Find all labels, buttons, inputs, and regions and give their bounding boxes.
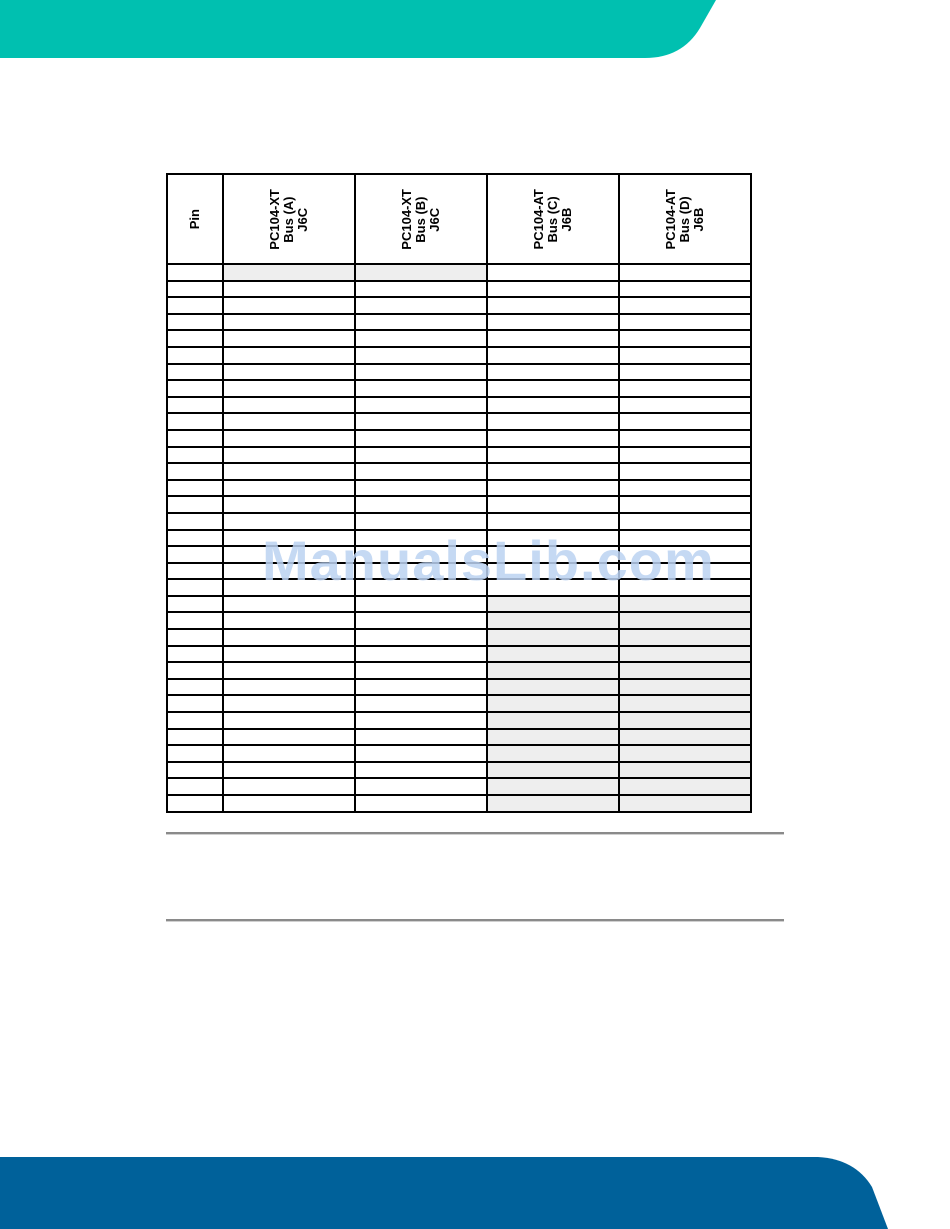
signal-cell — [619, 364, 751, 381]
pin-cell — [167, 496, 223, 513]
header-bus-d-line: PC104-AT — [663, 188, 678, 250]
header-bus-c — [487, 174, 619, 264]
signal-cell — [487, 563, 619, 580]
signal-cell — [487, 629, 619, 646]
signal-cell — [619, 546, 751, 563]
signal-cell — [487, 347, 619, 364]
signal-cell — [619, 762, 751, 779]
signal-cell — [619, 314, 751, 331]
table-row — [167, 380, 751, 397]
table-row — [167, 364, 751, 381]
pin-cell — [167, 729, 223, 746]
table-row — [167, 563, 751, 580]
signal-cell — [487, 596, 619, 613]
signal-cell — [355, 480, 487, 497]
signal-cell — [355, 364, 487, 381]
signal-cell — [487, 778, 619, 795]
signal-cell — [487, 546, 619, 563]
signal-cell — [619, 778, 751, 795]
signal-cell — [619, 413, 751, 430]
signal-cell — [355, 563, 487, 580]
pin-cell — [167, 646, 223, 663]
header-band — [0, 0, 950, 60]
table-row — [167, 629, 751, 646]
signal-cell — [487, 463, 619, 480]
pin-cell — [167, 745, 223, 762]
table-row — [167, 579, 751, 596]
signal-cell — [487, 745, 619, 762]
header-bus-d-line: J6B — [691, 207, 706, 231]
signal-cell — [619, 612, 751, 629]
table-row — [167, 330, 751, 347]
pin-cell — [167, 596, 223, 613]
signal-cell — [619, 729, 751, 746]
signal-cell — [223, 430, 355, 447]
signal-cell — [487, 579, 619, 596]
header-bus-d — [619, 174, 751, 264]
signal-cell — [223, 413, 355, 430]
signal-cell — [619, 596, 751, 613]
signal-cell — [619, 513, 751, 530]
signal-cell — [355, 729, 487, 746]
pin-cell — [167, 364, 223, 381]
signal-cell — [619, 264, 751, 281]
pin-cell — [167, 480, 223, 497]
pin-cell — [167, 347, 223, 364]
header-bus-b — [355, 174, 487, 264]
signal-cell — [619, 297, 751, 314]
pin-cell — [167, 695, 223, 712]
signal-cell — [223, 546, 355, 563]
signal-cell — [223, 778, 355, 795]
signal-cell — [487, 264, 619, 281]
header-bus-a-line: PC104-XT — [267, 188, 282, 250]
header-bus-c-line: J6B — [559, 207, 574, 231]
signal-cell — [355, 679, 487, 696]
signal-cell — [487, 397, 619, 414]
header-bus-a-line: J6C — [295, 207, 310, 231]
header-bus-b-line: PC104-XT — [399, 188, 414, 250]
watermark-text: ManualsLib.com — [262, 529, 715, 592]
signal-cell — [487, 679, 619, 696]
signal-cell — [355, 778, 487, 795]
signal-cell — [355, 530, 487, 547]
signal-cell — [619, 447, 751, 464]
signal-cell — [619, 563, 751, 580]
signal-cell — [355, 330, 487, 347]
signal-cell — [223, 646, 355, 663]
signal-cell — [223, 447, 355, 464]
table-row — [167, 745, 751, 762]
header-bus-a — [223, 174, 355, 264]
signal-cell — [619, 430, 751, 447]
signal-cell — [487, 662, 619, 679]
table-row — [167, 795, 751, 812]
signal-cell — [223, 364, 355, 381]
signal-cell — [487, 281, 619, 298]
table-row — [167, 662, 751, 679]
signal-cell — [619, 347, 751, 364]
pin-cell — [167, 530, 223, 547]
signal-cell — [223, 281, 355, 298]
signal-cell — [487, 646, 619, 663]
signal-cell — [487, 480, 619, 497]
signal-cell — [355, 629, 487, 646]
divider-lower — [166, 919, 784, 922]
pin-cell — [167, 447, 223, 464]
table-row — [167, 397, 751, 414]
signal-cell — [619, 463, 751, 480]
pin-cell — [167, 397, 223, 414]
pin-cell — [167, 513, 223, 530]
table-row — [167, 712, 751, 729]
signal-cell — [223, 314, 355, 331]
signal-cell — [223, 596, 355, 613]
table-row — [167, 695, 751, 712]
signal-cell — [487, 430, 619, 447]
signal-cell — [619, 281, 751, 298]
signal-cell — [223, 745, 355, 762]
signal-cell — [487, 413, 619, 430]
signal-cell — [355, 646, 487, 663]
signal-cell — [619, 530, 751, 547]
signal-cell — [223, 563, 355, 580]
signal-cell — [619, 579, 751, 596]
signal-cell — [487, 530, 619, 547]
divider-upper — [166, 832, 784, 835]
pin-cell — [167, 679, 223, 696]
signal-cell — [619, 679, 751, 696]
signal-cell — [487, 729, 619, 746]
signal-cell — [355, 463, 487, 480]
table-row — [167, 546, 751, 563]
signal-cell — [223, 463, 355, 480]
signal-cell — [223, 629, 355, 646]
signal-cell — [619, 496, 751, 513]
table-row — [167, 513, 751, 530]
pin-cell — [167, 380, 223, 397]
signal-cell — [223, 762, 355, 779]
signal-cell — [487, 297, 619, 314]
signal-cell — [355, 496, 487, 513]
table-row — [167, 612, 751, 629]
header-pin-line: Pin — [187, 208, 202, 230]
signal-cell — [619, 629, 751, 646]
signal-cell — [619, 712, 751, 729]
signal-cell — [619, 745, 751, 762]
signal-cell — [355, 596, 487, 613]
signal-cell — [619, 795, 751, 812]
signal-cell — [355, 745, 487, 762]
pin-cell — [167, 579, 223, 596]
signal-cell — [223, 264, 355, 281]
pin-cell — [167, 629, 223, 646]
table-row — [167, 413, 751, 430]
signal-cell — [223, 530, 355, 547]
signal-cell — [355, 695, 487, 712]
signal-cell — [487, 447, 619, 464]
pin-cell — [167, 762, 223, 779]
signal-cell — [223, 480, 355, 497]
signal-cell — [355, 513, 487, 530]
header-bus-a-line: Bus (A) — [281, 195, 296, 243]
pin-cell — [167, 778, 223, 795]
signal-cell — [487, 364, 619, 381]
pin-cell — [167, 662, 223, 679]
signal-cell — [223, 579, 355, 596]
signal-cell — [487, 513, 619, 530]
signal-cell — [487, 795, 619, 812]
pin-cell — [167, 795, 223, 812]
signal-cell — [223, 397, 355, 414]
signal-cell — [487, 380, 619, 397]
signal-cell — [223, 513, 355, 530]
header-bus-d-line: Bus (D) — [677, 195, 692, 243]
pin-cell — [167, 413, 223, 430]
table-row — [167, 679, 751, 696]
signal-cell — [619, 397, 751, 414]
table-row — [167, 297, 751, 314]
pin-cell — [167, 430, 223, 447]
pin-cell — [167, 314, 223, 331]
table-row — [167, 596, 751, 613]
signal-cell — [487, 712, 619, 729]
table-row — [167, 347, 751, 364]
header-pin — [167, 174, 223, 264]
signal-cell — [355, 347, 487, 364]
table-row — [167, 778, 751, 795]
table-row — [167, 530, 751, 547]
pin-cell — [167, 712, 223, 729]
signal-cell — [355, 612, 487, 629]
signal-cell — [355, 447, 487, 464]
signal-cell — [487, 695, 619, 712]
header-bus-c-line: PC104-AT — [531, 188, 546, 250]
signal-cell — [223, 729, 355, 746]
header-bus-b-line: Bus (B) — [413, 195, 428, 243]
signal-cell — [355, 762, 487, 779]
signal-cell — [223, 662, 355, 679]
signal-cell — [223, 380, 355, 397]
pin-cell — [167, 563, 223, 580]
signal-cell — [487, 612, 619, 629]
table-row — [167, 729, 751, 746]
signal-cell — [223, 679, 355, 696]
table-header-row — [167, 174, 751, 264]
pin-cell — [167, 463, 223, 480]
signal-cell — [487, 314, 619, 331]
signal-cell — [355, 380, 487, 397]
table-row — [167, 463, 751, 480]
header-bus-b-line: J6C — [427, 207, 442, 231]
signal-cell — [355, 281, 487, 298]
table-row — [167, 281, 751, 298]
signal-cell — [355, 662, 487, 679]
signal-cell — [223, 496, 355, 513]
signal-cell — [355, 397, 487, 414]
signal-cell — [619, 480, 751, 497]
signal-cell — [619, 695, 751, 712]
table-row — [167, 496, 751, 513]
signal-cell — [487, 496, 619, 513]
table-row — [167, 480, 751, 497]
signal-cell — [355, 795, 487, 812]
table-row — [167, 447, 751, 464]
signal-cell — [487, 330, 619, 347]
signal-cell — [223, 347, 355, 364]
signal-cell — [355, 297, 487, 314]
pin-cell — [167, 281, 223, 298]
table-row — [167, 762, 751, 779]
signal-cell — [487, 762, 619, 779]
signal-cell — [223, 612, 355, 629]
signal-cell — [355, 712, 487, 729]
signal-cell — [355, 413, 487, 430]
signal-cell — [223, 695, 355, 712]
header-bus-c-line: Bus (C) — [545, 195, 560, 243]
signal-cell — [223, 795, 355, 812]
signal-cell — [223, 712, 355, 729]
pin-cell — [167, 297, 223, 314]
signal-cell — [619, 330, 751, 347]
pin-cell — [167, 330, 223, 347]
table-body — [167, 264, 751, 812]
footer-band — [0, 1157, 950, 1229]
table-row — [167, 646, 751, 663]
table-row — [167, 430, 751, 447]
signal-cell — [355, 264, 487, 281]
signal-cell — [619, 646, 751, 663]
signal-cell — [619, 662, 751, 679]
signal-cell — [223, 297, 355, 314]
table-row — [167, 314, 751, 331]
signal-cell — [355, 579, 487, 596]
signal-cell — [355, 314, 487, 331]
signal-cell — [619, 380, 751, 397]
pin-assignment-table — [166, 173, 752, 813]
pin-cell — [167, 264, 223, 281]
table-row — [167, 264, 751, 281]
pin-cell — [167, 612, 223, 629]
signal-cell — [355, 430, 487, 447]
signal-cell — [355, 546, 487, 563]
signal-cell — [223, 330, 355, 347]
pin-cell — [167, 546, 223, 563]
